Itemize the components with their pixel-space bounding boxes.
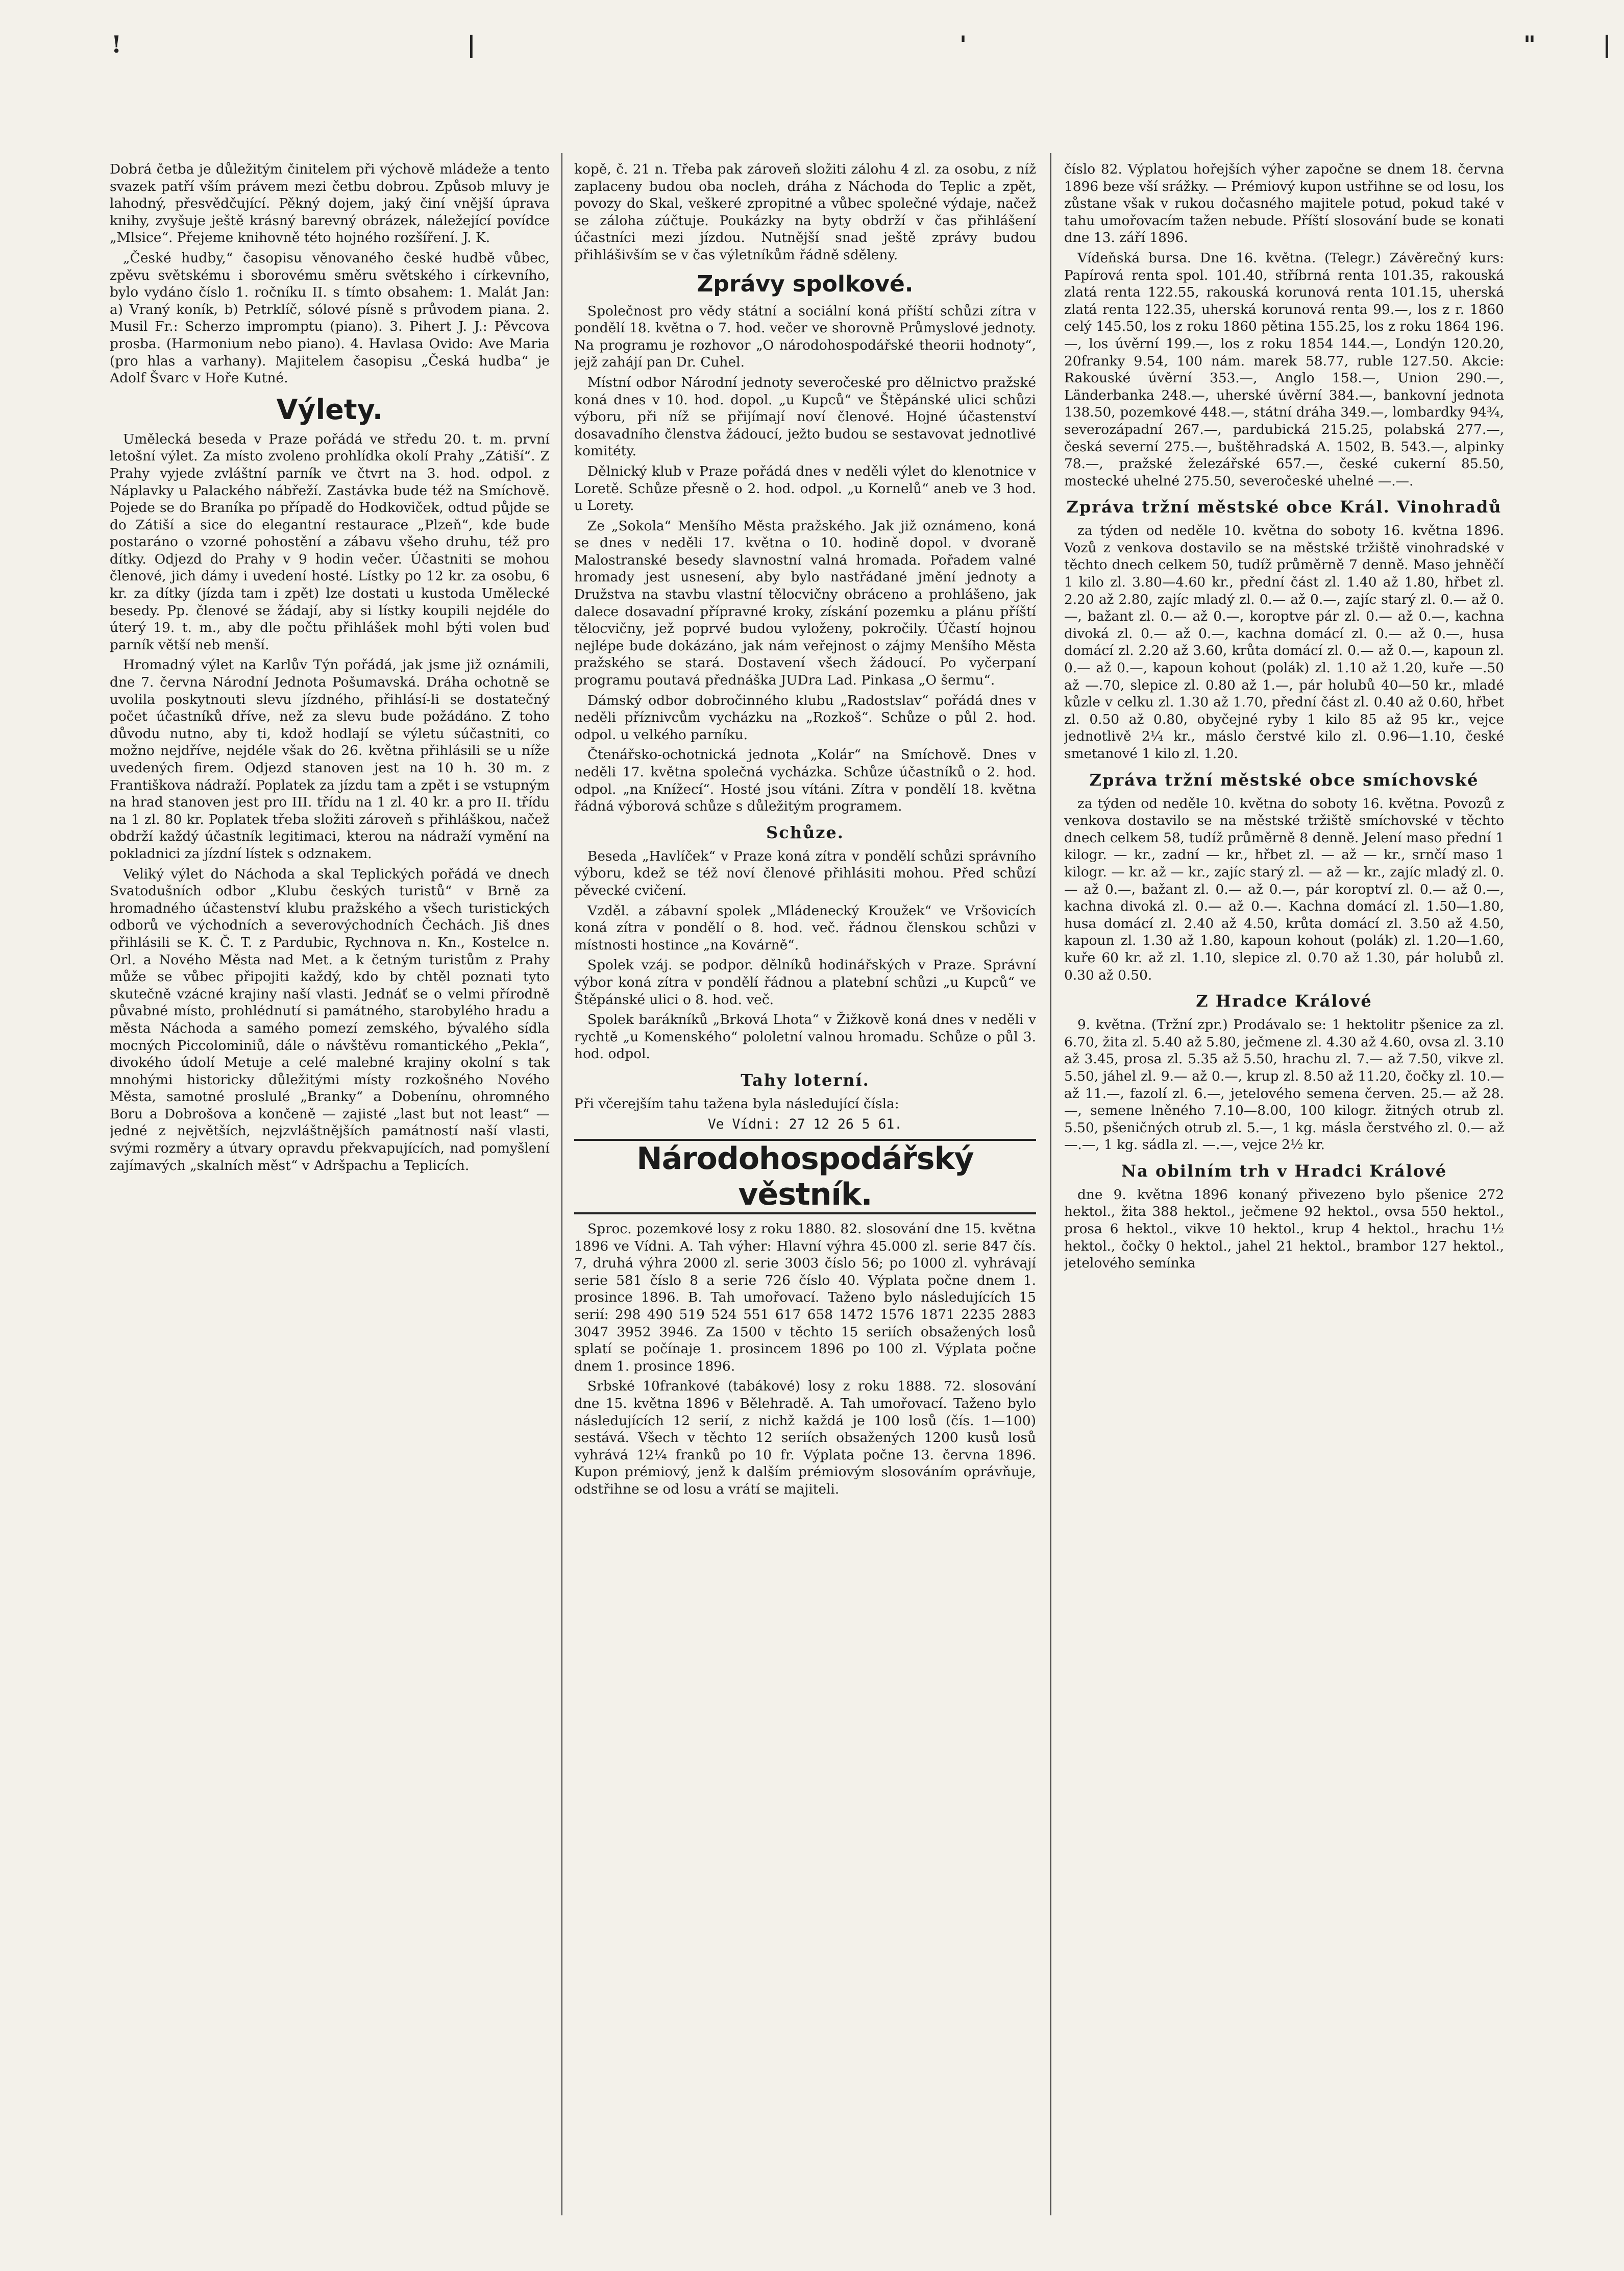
- article-paragraph: Dobrá četba je důležitým činitelem při výchově mládeže a tento svazek patří vším právem mezi četbu dobrou. Způsob mluvy je lahodný, přesvědčující. Pěkný dojem, jaký činí vnější úprava knihy, zvyšuje ještě krásný barevný obrázek, náležející povídce „Mlsice“. Přejeme knihovně této hojného rozšíření. J. K.: [110, 161, 550, 246]
- edge-mark: ': [959, 31, 967, 58]
- article-paragraph: Dělnický klub v Praze pořádá dnes v neděli výlet do klenotnice v Loretě. Schůze přesně o 2. hod. odpol. „u Kornelů“ aneb ve 3 hod. u Lorety.: [574, 463, 1036, 514]
- article-paragraph: Hromadný výlet na Karlův Týn pořádá, jak jsme již oznámili, dne 7. června Národní Jednota Pošumavská. Dráha ochotně se uvolila poskytnouti slevu jízdného, přihlásí-li se dostatečný počet účastníků dříve, než za slevu bude požádáno. Z toho důvodu nutno, aby ti, kdož hodlají se výletu súčastniti, co možno nejdříve, nejdéle však do 26. května přihlásili se u níže uvedených firem. Odjezd stanoven jest na 10 h. 30 m. z Františkova nádraží. Poplatek za jízdu tam a zpět i se vstupným na hrad stanoven jest pro III. třídu na 1 zl. 40 kr. a pro II. třídu na 1 zl. 80 kr. Poplatek třeba složiti zároveň s přihláškou, načež obdrží každý účastník legitimaci, kterou na nádraží vymění na pokladnici za jízdní lístek s odznakem.: [110, 657, 550, 862]
- lottery-numbers: Ve Vídni: 27 12 26 5 61.: [707, 1116, 903, 1132]
- article-paragraph: Beseda „Havlíček“ v Praze koná zítra v pondělí schůzi správního výboru, kdež se též noví členové přihlásiti mohou. Před schůzí pěvecké cvičení.: [574, 848, 1036, 898]
- article-paragraph: Vzděl. a zábavní spolek „Mládenecký Kroužek“ ve Vršovicích koná zítra v pondělí o 8. hod. več. řádnou členskou schůzi v místnosti hostince „na Kovárně“.: [574, 902, 1036, 953]
- article-paragraph: dne 9. května 1896 konaný přivezeno bylo pšenice 272 hektol., žita 388 hektol., ječmene 92 hektol., ovsa 550 hektol., prosa 6 hektol., vikve 10 hektol., krup 4 hektol., hrachu 1½ hektol., čočky 0 hektol., jahel 21 hektol., brambor 127 hektol., jetelového semínka: [1064, 1186, 1504, 1272]
- article-paragraph: Spolek barákníků „Brková Lhota“ v Žižkově koná dnes v neděli v rychtě „u Komenského“ pololetní valnou hromadu. Schůze o půl 3. hod. odpol.: [574, 1012, 1036, 1062]
- section-heading: Tahy loterní.: [741, 1070, 870, 1090]
- section-heading: Z Hradce Králové: [1196, 991, 1372, 1011]
- edge-mark: ": [1523, 31, 1536, 58]
- article-paragraph: číslo 82. Výplatou hořejších výher započne se dnem 18. června 1896 beze vší srážky. — Prémiový kupon ustřihne se od losu, los zůstane však v rukou dočasného majitele potud, pokud také v tahu umořovacím tažen nebude. Příští slosování bude se konati dne 13. září 1896.: [1064, 161, 1504, 246]
- section-heading: Výlety.: [276, 393, 383, 426]
- article-paragraph: Ze „Sokola“ Menšího Města pražského. Jak již oznámeno, koná se dnes v neděli 17. května o 10. hodině dopol. v dvoraně Malostranské besedy slavnostní valná hromada. Pořadem valné hromady jest usnesení, aby bylo nastřádané jmění jednoty a Družstva na stavbu vlastní tělocvičny obráceno a prohlášeno, jak dalece dosavadní přípravné kroky, získání pozemku a plánu příští tělocvičny, jež poprvé budou vyloženy, pokročily. Účastí hojnou nejlépe bude dokázáno, jak nám veřejnost o zájmy Menšího Města pražského se stará. Dostavení všech žádoucí. Po vyčerpaní programu poutavá přednáška JUDra Lad. Pinkasa „O šermu“.: [574, 518, 1036, 689]
- edge-mark: !: [111, 31, 122, 58]
- article-paragraph: za týden od neděle 10. května do soboty 16. května 1896. Vozů z venkova dostavilo se na městské tržiště vinohradské v těchto dnech celkem 50, tudíž průměrně 7 denně. Maso jehněčí 1 kilo zl. 3.80—4.60 kr., přední část zl. 1.40 až 1.80, hřbet zl. 2.20 až 2.80, zajíc mladý zl. 0.— až 0.—, zajíc starý zl. 0.— až 0.—, bažant zl. 0.— až 0.—, koroptve pár zl. 0.— až 0.—, kachna divoká zl. 0.— až 0.—, kachna domácí zl. 0.— až 0.—, husa domácí zl. 2.20 až 3.60, krůta domácí zl. 0.— až 0.—, kapoun zl. 0.— až 0.—, kapoun kohout (polák) zl. 1.10 až 1.20, kuře —.50 až —.70, slepice zl. 0.80 až 1.—, pár holubů 40—50 kr., mladé kůzle v celku zl. 1.30 až 1.70, přední část zl. 0.40 až 0.60, hřbet zl. 0.50 až 0.80, obyčejné ryby 1 kilo 85 až 95 kr., vejce jednotlivě 2¼ kr., máslo čerstvé kilo zl. 0.96—1.10, české smetanové 1 kilo zl. 1.20.: [1064, 523, 1504, 762]
- edge-mark: |: [1603, 31, 1611, 58]
- column-rule: [561, 153, 562, 2215]
- article-paragraph: „České hudby,“ časopisu věnovaného české hudbě vůbec, zpěvu světskému i sborovému směru světského i církevního, bylo vydáno číslo 1. ročníku II. s tímto obsahem: 1. Malát Jan: a) Vraný koník, b) Petrklíč, sólové písně s průvodem piana. 2. Musil Fr.: Scherzo impromptu (piano). 3. Pihert J. J.: Pěvcova prosba. (Harmonium nebo piano). 4. Havlasa Ovido: Ave Maria (pro hlas a varhany). Majitelem časopisu „Česká hudba“ je Adolf Švarc v Hoře Kutné.: [110, 250, 550, 386]
- edge-mark: |: [467, 31, 476, 58]
- column-left: [110, 161, 550, 2213]
- article-paragraph: Vídeňská bursa. Dne 16. května. (Telegr.) Závěrečný kurs: Papírová renta spol. 101.40, stříbrná renta 101.35, rakouská zlatá renta 122.55, rakouská korunová renta 101.15, uherská zlatá renta 122.35, uherská korunová renta 99.—, los z r. 1860 celý 145.50, los z roku 1860 pětina 155.25, los z roku 1864 196.—, los úvěrní 199.—, los z roku 1854 144.—, Londýn 120.20, 20franky 9.54, 100 nám. marek 58.77, ruble 127.50. Akcie: Rakouské úvěrní 353.—, Anglo 158.—, Union 290.—, Länderbanka 248.—, uherské úvěrní 384.—, bankovní jednota 138.50, pozemkové 448.—, státní dráha 349.—, lombardky 94¾, severozápadní 267.—, pardubická 215.25, polabská 277.—, česká severní 275.—, buštěhradská A. 1502, B. 543.—, alpinky 78.—, pražské železářské 657.—, české cukerní 85.50, mostecké uhelné 275.50, severočeské uhelné —.—.: [1064, 250, 1504, 489]
- article-paragraph: 9. května. (Tržní zpr.) Prodávalo se: 1 hektolitr pšenice za zl. 6.70, žita zl. 5.40 až 5.80, ječmene zl. 4.30 až 4.60, ovsa zl. 3.10 až 3.45, prosa zl. 5.35 až 5.50, hrachu zl. 7.— až 7.50, vikve zl. 5.50, jáhel zl. 9.— až 0.—, krup zl. 8.50 až 11.20, čočky zl. 10.— až 11.—, fazolí zl. 6.—, jetelového semena červen. 25.— až 28.—, semene lněného 7.10—8.00, 100 kilogr. žitných otrub zl. 5.50, pšeničných otrub zl. 5.—, 1 kg. másla čerstvého zl. 0.— až —.—, 1 kg. sádla zl. —.—, vejce 2½ kr.: [1064, 1017, 1504, 1153]
- section-heading: Na obilním trh v Hradci Králové: [1121, 1161, 1447, 1181]
- article-paragraph: Místní odbor Národní jednoty severočeské pro dělnictvo pražské koná dnes v 10. hod. dopol. „u Kupců“ ve Štěpánské ulici schůzi výboru, při níž se přijímají noví členové. Hojné účastenství dosavadního členstva žádoucí, ježto budou se sestavovat jednotlivé komitéty.: [574, 374, 1036, 459]
- article-paragraph: za týden od neděle 10. května do soboty 16. května. Povozů z venkova dostavilo se na městské tržiště smíchovské v těchto dnech celkem 58, tudíž průměrně 8 denně. Jelení maso přední 1 kilogr. — kr., zadní — kr., hřbet zl. — až — kr., srnčí maso 1 kilogr. — kr. až — kr., zajíc starý zl. — až — kr., zajíc mladý zl. 0.— až 0.—, bažant zl. 0.— až 0.—, pár koroptví zl. 0.— až 0.—, kachna divoká zl. 0.— až 0.—. Kachna domácí zl. 1.50—1.80, husa domácí zl. 2.40 až 4.50, krůta domácí zl. 3.50 až 4.50, kapoun zl. 1.30 až 1.80, kapoun kohout (polák) zl. 1.20—1.60, kuře 60 kr. až zl. 1.10, slepice zl. 0.70 až 1.30, pár holubů zl. 0.30 až 0.50.: [1064, 795, 1504, 983]
- article-paragraph: Umělecká beseda v Praze pořádá ve středu 20. t. m. první letošní výlet. Za místo zvoleno prohlídka okolí Prahy „Zátiší“. Z Prahy vyjede zvláštní parník ve čtvrt na 3. hod. odpol. z Náplavky u Palackého nábřeží. Zastávka bude též na Smíchově. Pojede se do Braníka po případě do Hodkoviček, odtud půjde se do Zátiší a sice do elegantní restaurace „Plzeň“, kde bude postaráno o vzorné pohostění a zábavu všeho druhu, též pro dítky. Odjezd do Prahy v 9 hodin večer. Účastniti se mohou členové, jich dámy i uvedení hosté. Lístky po 12 kr. za osobu, 6 kr. za dítky (jízda tam i zpět) lze dostati u kustoda Umělecké besedy. Pp. členové se žádají, aby si lístky koupili nejdéle do úterý 19. t. m., aby dle počtu přihlášek mohl býti volen buď parník větší neb menší.: [110, 431, 550, 653]
- article-paragraph: Veliký výlet do Náchoda a skal Teplických pořádá ve dnech Svatodušních odbor „Klubu českých turistů“ v Brně za hromadného účastenství klubu pražského a všech turistických odborů ve východních a severovýchodních Čechách. Jiš dnes přihlásili se K. Č. T. z Pardubic, Rychnova n. Kn., Kostelce n. Orl. a Nového Města nad Met. a k četným turistům z Prahy může se vůbec připojiti každý, kdo by chtěl poznati tyto skutečně vzácné krajiny naší vlasti. Jednáť se o velmi přírodně půvabné místo, prohlédnutí si památného, starobylého hradu a města Náchoda a samého pomezí zemského, bývalého sídla mocných Piccolominiů, dále o návštěvu romantického „Pekla“, divokého údolí Metuje a celé malebné krajiny okolní s tak mnohými historicky důležitými místy rozkošného Nového Města, samotné proslulé „Branky“ a Dobenínu, ohromného Boru a Dobrošova a končeně — zajisté „last but not least“ — jedné z největších, nejzvláštnějších památností naší vlasti, svými rozměry a útvary opravdu překvapujících, nad pomyšlení zajímavých „skalních měst“ v Adršpachu a Teplicích.: [110, 866, 550, 1174]
- column-rule: [1050, 153, 1051, 2215]
- article-paragraph: Srbské 10frankové (tabákové) losy z roku 1888. 72. slosování dne 15. května 1896 v Bělehradě. A. Tah umořovací. Taženo bylo následujících 12 serií, z nichž každá je 100 losů (čís. 1—100) sestává. Všech v těchto 12 seriích obsažených 1200 kusů losů vyhrává 12¼ franků po 10 fr. Výplata počne 13. června 1896. Kupon prémiový, jenž k dalším prémiovým slosováním oprávňuje, odstřihne se od losu a vrátí se majiteli.: [574, 1378, 1036, 1497]
- article-paragraph: kopě, č. 21 n. Třeba pak zároveň složiti zálohu 4 zl. za osobu, z níž zaplaceny budou oba nocleh, dráha z Náchoda do Teplic a zpět, povozy do Skal, veškeré zpropitné a vůbec společné výdaje, načež se záloha zúčtuje. Poukázky na byty obdrží v čas přihlášení účastníci mezi jízdou. Nutnější snad ještě zprávy budou přihlášivším se v čas výletníkům řádně sděleny.: [574, 161, 1036, 263]
- column-middle: [574, 161, 1036, 2213]
- section-heading: Zpráva tržní městské obce Král. Vinohradů: [1066, 497, 1502, 517]
- section-masthead: Národohospodářský věstník.: [574, 1139, 1036, 1214]
- article-paragraph: Dámský odbor dobročinného klubu „Radostslav“ pořádá dnes v neděli příznivcům vycházku na „Rozkoš“. Schůze o půl 2. hod. odpol. u velkého parníku.: [574, 692, 1036, 743]
- article-paragraph: Sproc. pozemkové losy z roku 1880. 82. slosování dne 15. května 1896 ve Vídni. A. Tah výher: Hlavní výhra 45.000 zl. serie 847 čís. 7, druhá výhra 2000 zl. serie 3003 číslo 56; po 1000 zl. vyhrávají serie 581 číslo 8 a serie 726 číslo 40. Výplata počne dnem 1. prosince 1896. B. Tah umořovací. Taženo bylo následujících 15 serií: 298 490 519 524 551 617 658 1472 1576 1871 2235 2883 3047 3952 3946. Za 1500 v těchto 15 seriích obsažených losů splatí se počínaje 1. prosincem 1896 po 100 zl. Výplata počne dnem 1. prosince 1896.: [574, 1221, 1036, 1374]
- article-paragraph: Při včerejším tahu tažena byla následující čísla:: [574, 1095, 899, 1112]
- top-edge-marks: [0, 31, 1624, 61]
- article-paragraph: Společnost pro vědy státní a sociální koná příští schůzi zítra v pondělí 18. května o 7. hod. večer ve shorovně Průmyslové jednoty. Na programu je rozhovor „O národohospodářské theorii hodnoty“, jejž zahájí pan Dr. Cuhel.: [574, 303, 1036, 371]
- section-heading: Zpráva tržní městské obce smíchovské: [1089, 770, 1479, 790]
- article-paragraph: Čtenářsko-ochotnická jednota „Kolár“ na Smíchově. Dnes v neděli 17. května společná vycházka. Schůze účastníků o 2. hod. odpol. „na Knížecí“. Hosté jsou vítáni. Zítra v pondělí 18. května řádná výborová schůze s důležitým programem.: [574, 747, 1036, 815]
- section-heading: Schůze.: [766, 822, 844, 842]
- section-heading: Zprávy spolkové.: [697, 271, 914, 297]
- column-right: [1064, 161, 1504, 2213]
- article-paragraph: Spolek vzáj. se podpor. dělníků hodinářských v Praze. Správní výbor koná zítra v pondělí řádnou a platební schůzi „u Kupců“ ve Štěpánské ulici o 8. hod. več.: [574, 957, 1036, 1008]
